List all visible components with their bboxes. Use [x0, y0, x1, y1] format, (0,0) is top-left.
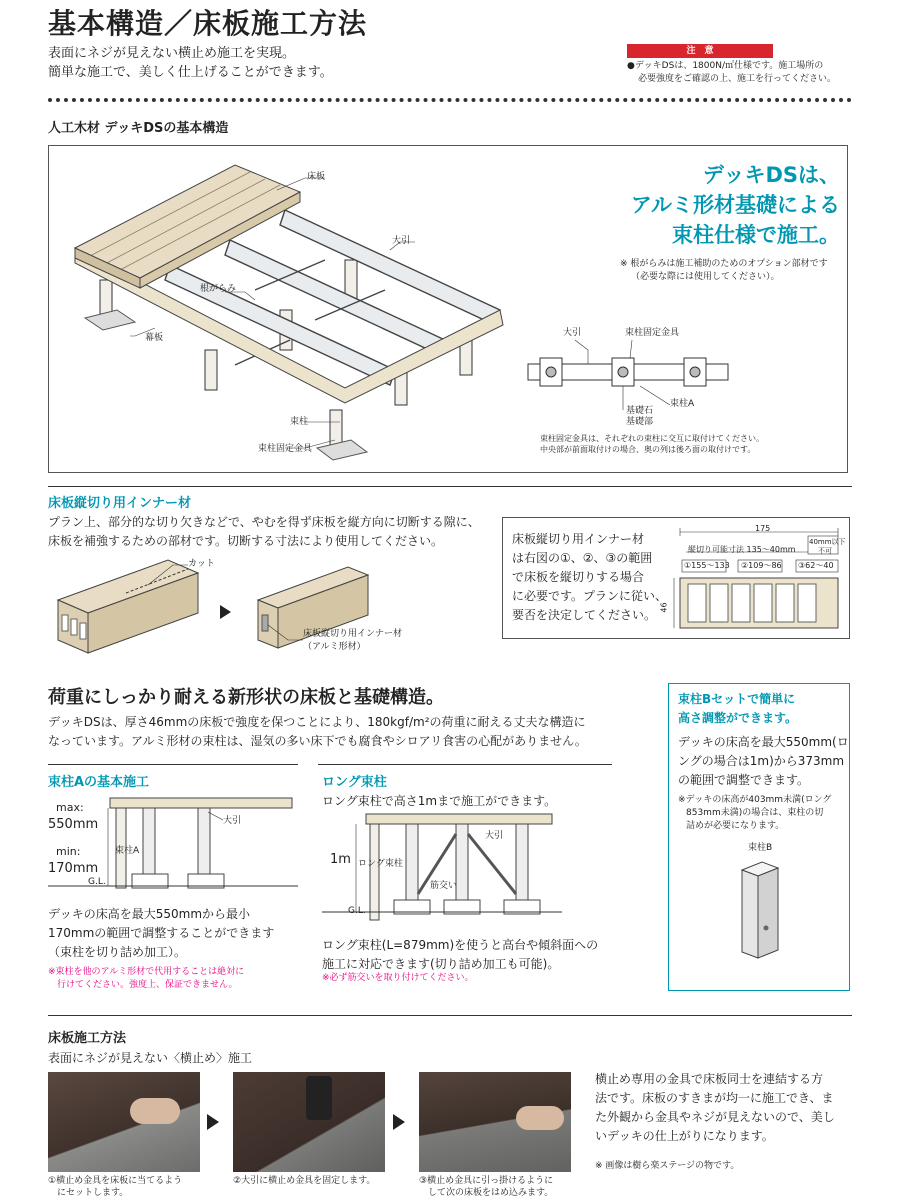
label-post-fix: 束柱固定金具: [258, 444, 313, 454]
post-b-title-2: 高さ調整ができます。: [678, 711, 798, 725]
long-desc-2: 施工に対応できます(切り詰め加工も可能)。: [322, 957, 560, 971]
inner-title: 床板縦切り用インナー材: [48, 496, 192, 511]
post-b-desc-1: デッキの床高を最大550mm(ロ: [678, 735, 849, 749]
arrow-1: [207, 1114, 219, 1130]
post-a-note-1: ※束柱を他のアルミ形材で代用することは絶対に: [48, 967, 245, 977]
caption-1-1: ①横止め金具を床板に当てるよう: [48, 1176, 183, 1186]
post-a-post-label: 束柱A: [115, 846, 140, 856]
inner-box-text-5: 要否を決定してください。: [512, 608, 657, 622]
label-post: 束柱: [290, 417, 309, 427]
dim-range: 縦切り可能寸法 135〜40mm: [688, 545, 796, 554]
method-desc-1: 横止め専用の金具で床板同士を連結する方: [595, 1072, 824, 1086]
structure-note-2: （必要な際には使用してください）。: [631, 272, 780, 282]
label-post-a-plan: 束柱A: [670, 399, 695, 409]
post-a-beam-label: 大引: [223, 816, 242, 826]
long-sub: ロング束柱で高さ1mまで施工ができます。: [322, 794, 557, 808]
dim-width: 175: [755, 524, 771, 533]
method-sub: 表面にネジが見えない〈横止め〉施工: [48, 1051, 253, 1065]
structure-bottom-note-2: 中央部が前面取付けの場合、奥の列は後ろ面の取付けです。: [540, 445, 756, 454]
board-cut-illustration: [48, 555, 488, 660]
divider-post-a: [48, 764, 298, 765]
inner-desc-2: 床板を補強するための部材です。切断する寸法により使用してください。: [48, 534, 444, 548]
load-desc-1: デッキDSは、厚さ46mmの床板で強度を保つことにより、180kgf/m²の荷重に耐える丈夫な構造に: [48, 715, 586, 729]
post-b-label: 束柱B: [748, 843, 773, 853]
load-title: 荷重にしっかり耐える新形状の床板と基礎構造。: [48, 687, 444, 708]
long-brace-label: 筋交い: [430, 881, 458, 891]
structure-note-1: ※ 根がらみは施工補助のためのオプション部材です: [620, 259, 828, 269]
label-brace: 根がらみ: [200, 284, 237, 294]
label-foundation-1: 基礎石: [626, 406, 654, 416]
load-desc-2: なっています。アルミ形材の束柱は、湿気の多い床下でも腐食やシロアリ食害の心配がありません。: [48, 734, 587, 748]
page-title: 基本構造／床板施工方法: [48, 7, 368, 40]
post-a-desc-3: （束柱を切り詰め加工）。: [48, 945, 187, 959]
inner-box-text-1: 床板縦切り用インナー材: [512, 532, 645, 546]
dim-r2: ②109〜86: [741, 561, 782, 570]
method-title: 床板施工方法: [48, 1031, 127, 1046]
dim-r3: ③62〜40: [798, 561, 834, 570]
label-fascia: 幕板: [145, 333, 164, 343]
method-desc-2: 法です。床板のすきまが均一に施工でき、ま: [595, 1091, 834, 1105]
post-a-desc-1: デッキの床高を最大550mmから最小: [48, 907, 251, 921]
long-desc-1: ロング束柱(L=879mm)を使うと高台や傾斜面への: [322, 938, 599, 952]
method-desc-3: た外観から金具やネジが見えないので、美し: [595, 1110, 835, 1124]
label-post-fix-plan: 束柱固定金具: [625, 328, 680, 338]
caption-3-1: ③横止め金具に引っ掛けるように: [419, 1176, 554, 1186]
post-a-min-1: min:: [56, 845, 81, 858]
label-inner-1: 床板縦切り用インナー材: [303, 629, 403, 639]
post-a-note-2: 行けてください。強度上、保証できません。: [48, 980, 238, 990]
post-b-note-1: ※デッキの床高が403mm未満(ロング: [678, 795, 832, 805]
caption-2-1: ②大引に横止め金具を固定します。: [233, 1176, 376, 1186]
label-inner-2: （アルミ形材）: [303, 642, 366, 652]
photo-3-hand: [516, 1106, 564, 1130]
post-b-note-2: 853mm未満)の場合は、束柱の切: [686, 808, 824, 818]
method-img-note: ※ 画像は樹ら楽ステージの物です。: [595, 1161, 740, 1171]
photo-1-hand: [130, 1098, 180, 1124]
caution-badge: 注 意: [627, 44, 773, 58]
post-a-max-1: max:: [56, 801, 84, 814]
label-floor: 床板: [307, 172, 326, 182]
divider-inner: [48, 486, 852, 487]
post-a-title: 束柱Aの基本施工: [48, 775, 150, 790]
label-foundation-2: 基礎部: [626, 417, 654, 427]
long-gl: G.L.: [348, 906, 366, 916]
caution-text-2: 必要強度をご確認の上、施工を行ってください。: [638, 74, 837, 84]
long-beam-label: 大引: [485, 831, 504, 841]
photo-2-drill: [306, 1076, 332, 1120]
caution-text-1: ●デッキDSは、1800N/㎡仕様です。施工場所の: [627, 61, 824, 71]
structure-headline-2: アルミ形材基礎による: [630, 193, 840, 217]
long-title: ロング束柱: [322, 775, 387, 790]
post-b-note-3: 詰めが必要になります。: [686, 821, 785, 831]
inner-box-text-4: に必要です。プランに従い、: [512, 589, 668, 603]
inner-desc-1: プラン上、部分的な切り欠きなどで、やむを得ず床板を縦方向に切断する隙に、: [48, 515, 480, 529]
intro-line-1: 表面にネジが見えない横止め施工を実現。: [48, 46, 296, 61]
long-post-label: ロング束柱: [358, 859, 403, 869]
long-h: 1m: [330, 852, 351, 867]
label-cut: カット: [188, 559, 215, 569]
divider-method: [48, 1015, 852, 1016]
post-b-desc-2: ングの場合は1m)から373mm: [678, 754, 845, 768]
post-a-max-2: 550mm: [48, 817, 99, 832]
method-desc-4: いデッキの仕上がりになります。: [595, 1129, 774, 1143]
inner-box-text-3: で床板を縦切りする場合: [512, 570, 645, 584]
label-beam-plan: 大引: [563, 328, 582, 338]
dim-tip-1: 40mm以下: [809, 538, 846, 546]
intro-line-2: 簡単な施工で、美しく仕上げることができます。: [48, 65, 333, 80]
post-b-desc-3: の範囲で調整できます。: [678, 773, 810, 787]
post-a-desc-2: 170mmの範囲で調整することができます: [48, 926, 275, 940]
post-b-illustration: [730, 858, 800, 970]
divider-long: [318, 764, 612, 765]
caption-1-2: にセットします。: [48, 1188, 129, 1198]
dim-height: 46: [659, 602, 669, 613]
arrow-2: [393, 1114, 405, 1130]
post-a-gl: G.L.: [88, 877, 106, 887]
structure-title: 人工木材 デッキDSの基本構造: [48, 121, 229, 136]
structure-bottom-note-1: 束柱固定金具は、それぞれの束柱に交互に取付けてください。: [540, 434, 764, 443]
structure-headline-3: 束柱仕様で施工。: [672, 223, 840, 247]
post-a-min-2: 170mm: [48, 861, 99, 876]
inner-box-text-2: は右図の①、②、③の範囲: [512, 551, 653, 565]
divider-dots: [48, 98, 852, 102]
long-note: ※必ず筋交いを取り付けてください。: [322, 973, 474, 983]
structure-headline-1: デッキDSは、: [702, 163, 840, 187]
dim-r1: ①155〜133: [684, 561, 730, 570]
deck-structure-illustration: [55, 150, 515, 468]
photo-1: [48, 1072, 200, 1172]
dim-tip-2: 不可: [818, 547, 832, 555]
post-b-title-1: 束柱Bセットで簡単に: [678, 692, 796, 706]
caption-3-2: して次の床板をはめ込みます。: [419, 1188, 554, 1198]
post-a-diagram: [48, 790, 298, 900]
label-beam: 大引: [392, 236, 411, 246]
